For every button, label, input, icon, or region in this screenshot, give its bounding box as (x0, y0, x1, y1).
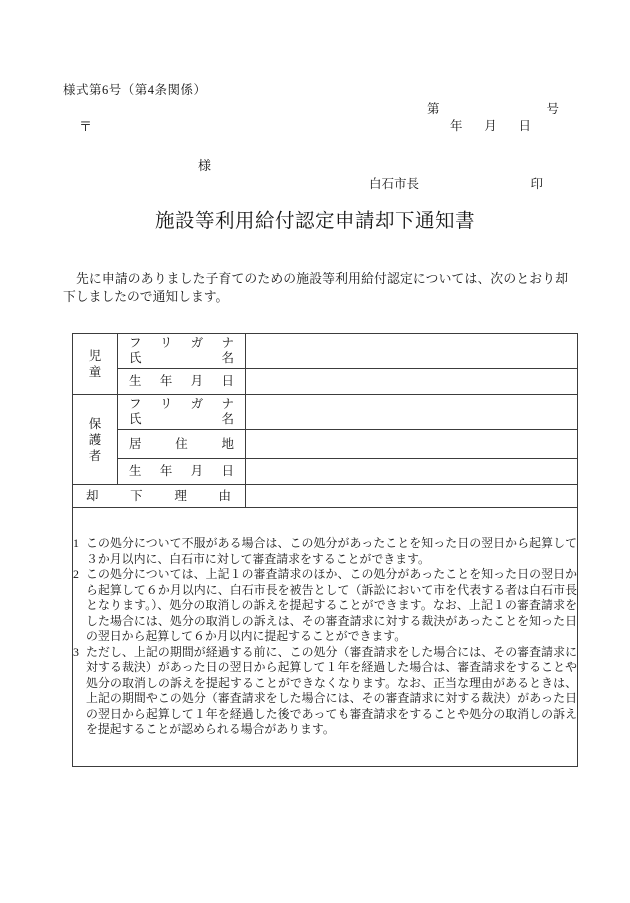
child-birthdate-label: 生 年 月 日 (118, 369, 246, 395)
child-group-label: 児 童 (73, 334, 118, 395)
child-birthdate-row (73, 369, 578, 395)
note-text: ただし、上記の期間が経過する前に、この処分（審査請求をした場合には、その審査請求に対する裁決）があった日の翌日から起算して１年を経過した場合は、審査請求をすることや処分の取消しの訴えを提起することができなくなります。なお、正当な理由があるときは、上記の期間やこの処分（審査請求をした場合には、その審査請求に対する裁決）があった日の翌日から起算して１年を経過した後であっても審査請求をすることや処分の取消しの訴えを提起することが認められる場合があります。 (86, 644, 577, 737)
guardian-name-row (73, 395, 578, 430)
guardian-furigana-name-label (118, 395, 246, 430)
note-item-3 (73, 645, 577, 738)
date-line (450, 116, 531, 134)
child-furigana-name-label (118, 334, 246, 369)
addressee-honorific: 様 (198, 158, 212, 173)
note-item-1 (73, 536, 577, 567)
guardian-birthdate-label: 生 年 月 日 (118, 459, 246, 485)
appeal-notes-cell (73, 508, 578, 767)
form-number-note: 様式第6号（第4条関係） (63, 83, 207, 97)
appeal-notes-row (73, 508, 578, 767)
note-number: 3 (73, 644, 79, 659)
furigana-label: フ リ ガ ナ (129, 336, 234, 350)
postal-mark: 〒 (79, 119, 93, 134)
rejection-reason-row (73, 485, 578, 508)
guardian-group-label: 保 護 者 (73, 395, 118, 485)
name-label: 氏 名 (129, 412, 234, 426)
furigana-label: フ リ ガ ナ (129, 397, 234, 411)
rejection-reason-label: 却 下 理 由 (73, 485, 246, 508)
note-text: この処分について不服がある場合は、この処分があったことを知った日の翌日から起算して３か月以内に、白石市に対して審査請求をすることができます。 (86, 536, 577, 566)
guardian-birthdate-value (246, 459, 578, 485)
note-text: この処分については、上記１の審査請求のほか、この処分があったことを知った日の翌日から起算して６か月以内に、白石市長を被告として（訴訟において市を代表する者は白石市長となります。）、処分の取消しの訴えを提起することができます。なお、上記１の審査請求をした場合には、処分の取消しの訴えは、その審査請求に対する裁決があったことを知った日の翌日から起算して６か月以内に提起することができます。 (86, 567, 577, 644)
guardian-birthdate-row (73, 459, 578, 485)
note-item-2 (73, 567, 577, 645)
note-number: 2 (73, 567, 79, 582)
guardian-residence-value (246, 430, 578, 459)
issuer-title: 白石市長 (369, 177, 420, 191)
application-table (72, 333, 578, 767)
doc-number-prefix: 第 (427, 102, 440, 116)
name-label: 氏 名 (129, 351, 234, 365)
guardian-name-value (246, 395, 578, 430)
guardian-residence-label: 居 住 地 (118, 430, 246, 459)
child-name-row (73, 334, 578, 369)
document-title: 施設等利用給付認定申請却下通知書 (154, 211, 475, 232)
rejection-reason-value (246, 485, 578, 508)
child-name-value (246, 334, 578, 369)
guardian-residence-row (73, 430, 578, 459)
doc-number-suffix: 号 (546, 102, 559, 116)
date-year-label: 年 (450, 119, 463, 133)
date-month-label: 月 (484, 119, 497, 133)
seal-placeholder: 印 (530, 177, 543, 191)
note-number: 1 (73, 536, 79, 551)
date-day-label: 日 (518, 119, 531, 133)
child-birthdate-value (246, 369, 578, 395)
document-number-line (427, 99, 559, 117)
issuer-line (369, 174, 543, 192)
body-paragraph: 先に申請のありました子育てのための施設等利用給付認定については、次のとおり却下しましたので通知します。 (63, 272, 568, 304)
